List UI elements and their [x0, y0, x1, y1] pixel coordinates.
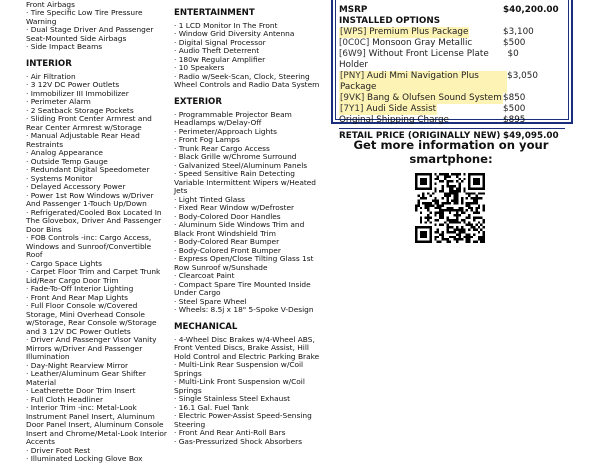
feature-item: · Driver And Passenger Visor Vanity Mirrors w/Driver And Passenger Illumination: [26, 335, 157, 361]
option-name: Premium Plus Package: [369, 27, 469, 37]
retail-price-value: $49,095.00: [503, 131, 559, 141]
feature-item: · Fixed Rear Window w/Defroster: [174, 203, 295, 212]
feature-item: · 2 Seatback Storage Pockets: [26, 105, 134, 115]
option-price: $0: [507, 49, 519, 59]
feature-item: · Multi-Link Rear Suspension w/Coil Springs: [174, 360, 304, 378]
feature-item: · Window Grid Diversity Antenna: [174, 29, 295, 38]
feature-item: · Driver Foot Rest: [26, 445, 91, 455]
entertainment-list: [174, 22, 320, 90]
feature-item: · Immobilizer III Immobilizer: [26, 88, 129, 98]
feature-item: · Leather/Aluminum Gear Shifter Material: [26, 369, 146, 387]
price-sticker: [331, 0, 573, 141]
option-price: $3,050: [507, 71, 538, 81]
feature-item: · Programmable Projector Beam Headlamps w/Delay-Off: [174, 109, 292, 127]
feature-column-middle: [174, 0, 320, 446]
option-code: [6W9]: [339, 49, 366, 59]
option-name: Without Front License Plate Holder: [339, 49, 489, 70]
feature-item: · Delayed Accessory Power: [26, 182, 126, 191]
option-name: Monsoon Gray Metallic: [372, 38, 473, 48]
qr-code-icon[interactable]: [415, 173, 485, 243]
feature-item: · Full Cloth Headliner: [26, 394, 104, 404]
feature-item: · Side Impact Beams: [26, 42, 103, 51]
feature-item: · Light Tinted Glass: [174, 194, 246, 204]
shipping-label: Original Shipping Charge: [339, 115, 449, 125]
feature-item: · Manual Adjustable Rear Head Restraints: [26, 131, 140, 149]
feature-item: · Digital Signal Processor: [174, 37, 266, 47]
feature-item: · Interior Trim -inc: Metal-Look Instrument Panel Insert, Aluminum Door Panel Insert, Aluminum Console Insert and Chrome/Metal-Look Interior Accents: [26, 403, 167, 446]
feature-item: · Perimeter Alarm: [26, 97, 91, 106]
option-code: [7Y1]: [340, 104, 364, 114]
installed-options-label: INSTALLED OPTIONS: [339, 16, 441, 26]
option-name: Audi Side Assist: [366, 104, 437, 114]
price-sticker-inner: [335, 0, 569, 141]
feature-item: Front Airbags: [26, 0, 75, 9]
feature-item: · Cargo Space Lights: [26, 258, 103, 268]
option-name: Audi Mmi Navigation Plus Package: [340, 71, 479, 92]
feature-item: · Audio Theft Deterrent: [174, 46, 260, 55]
option-row: [339, 71, 565, 93]
option-description: [339, 27, 469, 38]
feature-item: · FOB Controls -inc: Cargo Access, Windows and Sunroof/Convertible Roof: [26, 233, 152, 259]
feature-item: · Refrigerated/Cooled Box Located In The Glovebox, Driver And Passenger Door Bins: [26, 207, 162, 234]
feature-item: · Front And Rear Map Lights: [26, 292, 129, 302]
option-row: [339, 104, 565, 115]
option-price: $850: [503, 93, 526, 103]
option-code: [WPS]: [340, 27, 367, 37]
smartphone-promo-text: Get more information on your smartphone:: [353, 138, 549, 166]
feature-item: · Gas-Pressurized Shock Absorbers: [174, 436, 303, 446]
feature-item: · Trunk Rear Cargo Access: [174, 143, 270, 153]
feature-item: · Illuminated Locking Glove Box: [26, 454, 143, 463]
feature-item: · Body-Colored Door Handles: [174, 211, 281, 221]
option-price: $3,100: [503, 27, 534, 37]
feature-item: · Aluminum Side Windows Trim and Black Front Windshield Trim: [174, 220, 305, 238]
feature-item: · Steel Spare Wheel: [174, 296, 247, 306]
option-description: [339, 71, 507, 93]
option-row: [339, 38, 565, 49]
feature-item: · 10 Speakers: [174, 63, 225, 72]
feature-item: · Radio w/Seek-Scan, Clock, Steering Wheel Controls and Radio Data System: [174, 71, 320, 89]
feature-item: · Systems Monitor: [26, 173, 93, 183]
feature-item: · Single Stainless Steel Exhaust: [174, 394, 291, 403]
feature-item: · Carpet Floor Trim and Carpet Trunk Lid/Rear Cargo Door Trim: [26, 267, 161, 285]
entertainment-heading: ENTERTAINMENT: [174, 7, 255, 18]
seating-list: [174, 0, 320, 1]
feature-item: · Multi-Link Front Suspension w/Coil Springs: [174, 377, 305, 395]
feature-item: · Leatherette Door Trim Insert: [26, 386, 136, 395]
feature-item: · Express Open/Close Tilting Glass 1st Row Sunroof w/Sunshade: [174, 254, 314, 272]
options-list: [339, 27, 565, 115]
option-row: [339, 49, 565, 71]
feature-item: · Tire Specific Low Tire Pressure Warning: [26, 8, 143, 26]
interior-heading: INTERIOR: [26, 58, 72, 69]
option-description: [339, 38, 472, 49]
mechanical-list: [174, 336, 320, 447]
feature-item: · Analog Appearance: [26, 148, 103, 157]
feature-item: · Body-Colored Rear Bumper: [174, 237, 280, 246]
feature-item: · Day-Night Rearview Mirror: [26, 360, 129, 370]
feature-item: · 3 12V DC Power Outlets: [26, 80, 120, 89]
feature-item: · 1 LCD Monitor In The Front: [174, 20, 278, 30]
feature-item: · 4-Wheel Disc Brakes w/4-Wheel ABS, Front Vented Discs, Brake Assist, Hill Hold Control and Electric Parking Brake: [174, 334, 320, 361]
retail-price-label: RETAIL PRICE (ORIGINALLY NEW): [339, 131, 501, 141]
option-code: [PNY]: [340, 71, 365, 81]
feature-item: · Wheels: 8.5j x 18" 5-Spoke V-Design: [174, 305, 314, 314]
option-code: [9VK]: [340, 93, 365, 103]
feature-item: · Speed Sensitive Rain Detecting Variable Intermittent Wipers w/Heated Jets: [174, 169, 316, 195]
msrp-row: [339, 5, 565, 16]
safety-list: [26, 0, 168, 52]
exterior-list: [174, 111, 320, 315]
feature-item: · 180w Regular Amplifier: [174, 54, 266, 64]
feature-item: · Black Grille w/Chrome Surround: [174, 152, 297, 161]
feature-item: · Body-Colored Front Bumper: [174, 245, 281, 255]
shipping-row: [339, 115, 565, 126]
exterior-heading: EXTERIOR: [174, 96, 222, 107]
feature-item: · Redundant Digital Speedometer: [26, 165, 150, 174]
feature-item: · Outside Temp Gauge: [26, 156, 108, 166]
shipping-value: $895: [503, 115, 526, 125]
feature-item: · Galvanized Steel/Aluminum Panels: [174, 160, 308, 170]
option-price: $500: [503, 38, 526, 48]
feature-item: · Fade-To-Off Interior Lighting: [26, 284, 134, 293]
feature-item: · Sliding Front Center Armrest and Rear Center Armrest w/Storage: [26, 114, 152, 132]
option-description: [339, 104, 437, 115]
msrp-label: MSRP: [339, 5, 368, 15]
feature-item: · Compact Spare Tire Mounted Inside Under Cargo: [174, 279, 311, 297]
feature-item: · Air Filtration: [26, 71, 76, 81]
feature-item: · Power 1st Row Windows w/Driver And Passenger 1-Touch Up/Down: [26, 190, 154, 208]
installed-options-heading: [339, 16, 565, 27]
option-description: [339, 93, 503, 104]
option-description: [339, 49, 507, 71]
feature-item: · 16.1 Gal. Fuel Tank: [174, 402, 249, 412]
feature-item: · Full Floor Console w/Covered Storage, Mini Overhead Console w/Storage, Rear Console w/Storage and 3 12V DC Power Outlets: [26, 301, 157, 336]
msrp-value: $40,200.00: [503, 5, 559, 15]
option-row: [339, 27, 565, 38]
feature-item: · Clearcoat Paint: [174, 271, 235, 280]
interior-list: [26, 73, 168, 464]
option-name: Bang & Olufsen Sound System: [367, 93, 502, 103]
feature-column-left: [26, 0, 168, 464]
option-code: [0C0C]: [339, 38, 370, 48]
feature-item: · Electric Power-Assist Speed-Sensing Steering: [174, 411, 312, 429]
mechanical-heading: MECHANICAL: [174, 321, 238, 332]
feature-item: [174, 0, 320, 1]
option-row: [339, 93, 565, 104]
feature-item: · Dual Stage Driver And Passenger Seat-Mounted Side Airbags: [26, 25, 154, 43]
option-price: $500: [503, 104, 526, 114]
feature-item: · Front Fog Lamps: [174, 135, 240, 144]
feature-item: · Perimeter/Approach Lights: [174, 126, 278, 136]
feature-item: · Front And Rear Anti-Roll Bars: [174, 428, 286, 437]
